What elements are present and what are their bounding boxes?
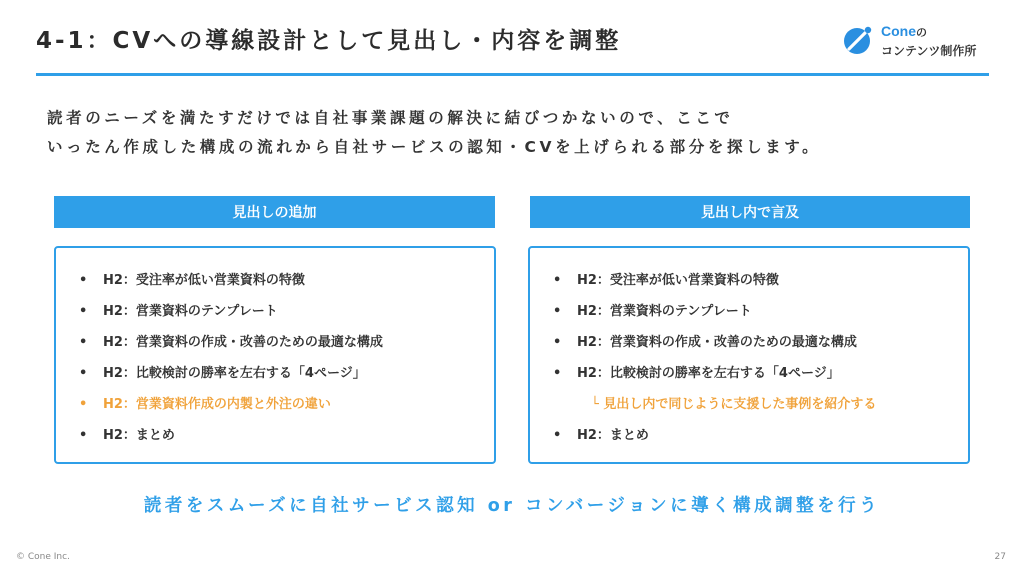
- lead-line-1: 読者のニーズを満たすだけでは自社事業課題の解決に結びつかないので、ここで: [47, 109, 734, 127]
- right-column-box: [528, 246, 970, 464]
- list-item: • H2：営業資料のテンプレート: [530, 296, 968, 327]
- list-item: • H2：受注率が低い営業資料の特徴: [530, 265, 968, 296]
- bullet-dot-icon: •: [553, 304, 562, 319]
- list-item: • H2：営業資料の作成・改善のための最適な構成: [56, 327, 494, 358]
- bullet-dot-icon: •: [79, 304, 88, 319]
- list-item: • H2：比較検討の勝率を左右する「4ページ」: [56, 358, 494, 389]
- list-item: • H2：受注率が低い営業資料の特徴: [56, 265, 494, 296]
- page-title: 4-1：CVへの導線設計として見出し・内容を調整: [36, 28, 622, 54]
- list-item-added-highlight: • H2：営業資料作成の内製と外注の違い: [56, 389, 494, 420]
- list-item: • H2：営業資料のテンプレート: [56, 296, 494, 327]
- bullet-dot-icon: •: [79, 273, 88, 288]
- logo-brand-text: Cone: [881, 23, 916, 39]
- logo-brand: [881, 23, 927, 40]
- list-item: • H2：まとめ: [56, 420, 494, 451]
- copyright: © Cone Inc.: [16, 552, 70, 562]
- list-item: • H2：比較検討の勝率を左右する「4ページ」: [530, 358, 968, 389]
- bullet-dot-icon: •: [79, 397, 88, 412]
- title-divider: [36, 73, 989, 76]
- bullet-dot-icon: •: [79, 366, 88, 381]
- page-number: 27: [994, 552, 1006, 562]
- list-item: • H2：営業資料の作成・改善のための最適な構成: [530, 327, 968, 358]
- lead-paragraph: [47, 104, 997, 162]
- bullet-dot-icon: •: [79, 335, 88, 350]
- bullet-dot-icon: •: [553, 366, 562, 381]
- right-heading-list: [530, 248, 968, 451]
- bullet-dot-icon: •: [553, 428, 562, 443]
- lead-line-2: いったん作成した構成の流れから自社サービスの認知・CVを上げられる部分を探します。: [47, 138, 822, 156]
- left-column-heading: 見出しの追加: [54, 196, 495, 228]
- logo-subtitle: コンテンツ制作所: [881, 44, 977, 58]
- cone-logo-icon: [843, 25, 873, 55]
- bullet-dot-icon: •: [553, 273, 562, 288]
- cone-logo: [843, 22, 1003, 62]
- conclusion-text: 読者をスムーズに自社サービス認知 or コンバージョンに導く構成調整を行う: [143, 496, 881, 516]
- list-item: • H2：まとめ: [530, 420, 968, 451]
- bullet-dot-icon: •: [79, 428, 88, 443]
- right-column-heading: 見出し内で言及: [530, 196, 970, 228]
- bullet-dot-icon: •: [553, 335, 562, 350]
- left-heading-list: [56, 248, 494, 451]
- left-column-box: [54, 246, 496, 464]
- logo-no: の: [916, 27, 927, 39]
- list-item-mention-highlight: └ 見出し内で同じように支援した事例を紹介する: [591, 397, 877, 412]
